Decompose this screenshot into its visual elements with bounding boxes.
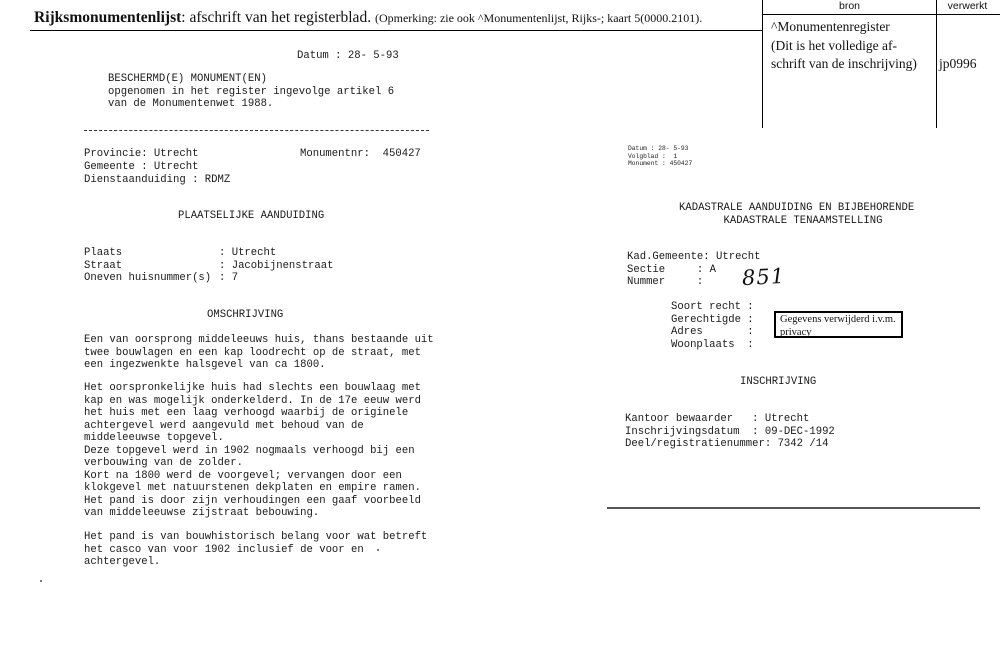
separator-line: [84, 130, 429, 131]
gemeente: Gemeente : Utrecht: [84, 161, 199, 173]
title-note: (Opmerking: zie ook ^Monumentenlijst, Rijks-; kaart 5(0000.2101).: [374, 11, 703, 25]
verwerkt-text: jp0996: [939, 56, 977, 71]
scan-speck: [377, 549, 379, 551]
inschrijving-details: Kantoor bewaarder : Utrecht Inschrijvingsdatum : 09-DEC-1992 Deel/registratienummer: 7342 /14: [625, 413, 835, 450]
description-paragraph-3: Het pand is van bouwhistorisch belang voor wat betreft het casco van voor 1902 inclusief de voor en achtergevel.: [84, 531, 428, 568]
location-labels: Plaats Straat Oneven huisnummer(s): [84, 247, 212, 284]
verwerkt-label: verwerkt: [935, 0, 1000, 15]
bron-column: [762, 0, 937, 128]
provincie: Provincie: Utrecht: [84, 148, 199, 160]
omschrijving-heading: OMSCHRIJVING: [207, 309, 284, 321]
inschrijving-heading: INSCHRIJVING: [740, 376, 817, 388]
header-rule: [30, 30, 762, 31]
datum: Datum : 28- 5-93: [297, 50, 399, 62]
monumentnr: Monumentnr: 450427: [300, 148, 421, 160]
description-paragraph-2: Het oorspronkelijke huis had slechts een bouwlaag met kap en was mogelijk onderkelderd. In de 17e eeuw werd het huis met een laag verhoogd waarbij de originele achtergevel werd aangevuld met behoud van de middeleeuwse topgevel. Deze topgevel werd in 1902 nogmaals verhoogd bij een verbouwing van de zolder. Kort na 1800 werd de voorgevel; vervangen door een klokgevel met natuurstenen dekplaten en empire ramen. Het pand is door zijn verhoudingen een gaaf voorbeeld van middeleeuwse zijstraat bebouwing.: [84, 382, 421, 519]
kadastrale-heading: KADASTRALE AANDUIDING EN BIJBEHORENDE KADASTRALE TENAAMSTELLING: [679, 202, 915, 227]
dienstaanduiding: Dienstaanduiding : RDMZ: [84, 174, 231, 186]
document-title: [34, 9, 702, 27]
bron-label: bron: [763, 0, 936, 15]
title-bold: Rijksmonumentenlijst: [34, 9, 182, 26]
description-paragraph-1: Een van oorsprong middeleeuws huis, thans bestaande uit twee bouwlagen en een kap loodrecht op de straat, met een ingezwenkte halsgevel van ca 1800.: [84, 334, 434, 371]
kadastrale-fields: Kad.Gemeente: Utrecht Sectie : A Nummer :: [627, 251, 761, 288]
privacy-redaction-box: Gegevens verwijderd i.v.m. privacy: [774, 311, 903, 338]
location-values: : Utrecht : Jacobijnenstraat : 7: [219, 247, 334, 284]
title-rest: : afschrift van het registerblad.: [181, 9, 372, 26]
handwritten-nummer: 851: [741, 263, 786, 291]
right-small-header: Datum : 28- 5-93 Volgblad : 1 Monument : 450427: [628, 145, 693, 168]
rights-labels: Soort recht : Gerechtigde : Adres : Woonplaats :: [671, 301, 754, 351]
scan-speck: [40, 580, 42, 582]
register-heading: BESCHERMD(E) MONUMENT(EN) opgenomen in het register ingevolge artikel 6 van de Monumentenwet 1988.: [108, 73, 395, 110]
plaatselijke-heading: PLAATSELIJKE AANDUIDING: [178, 210, 325, 222]
right-page-bottom-rule: [607, 507, 980, 509]
bron-text: ^Monumentenregister (Dit is het volledige af- schrift van de inschrijving): [771, 19, 917, 71]
